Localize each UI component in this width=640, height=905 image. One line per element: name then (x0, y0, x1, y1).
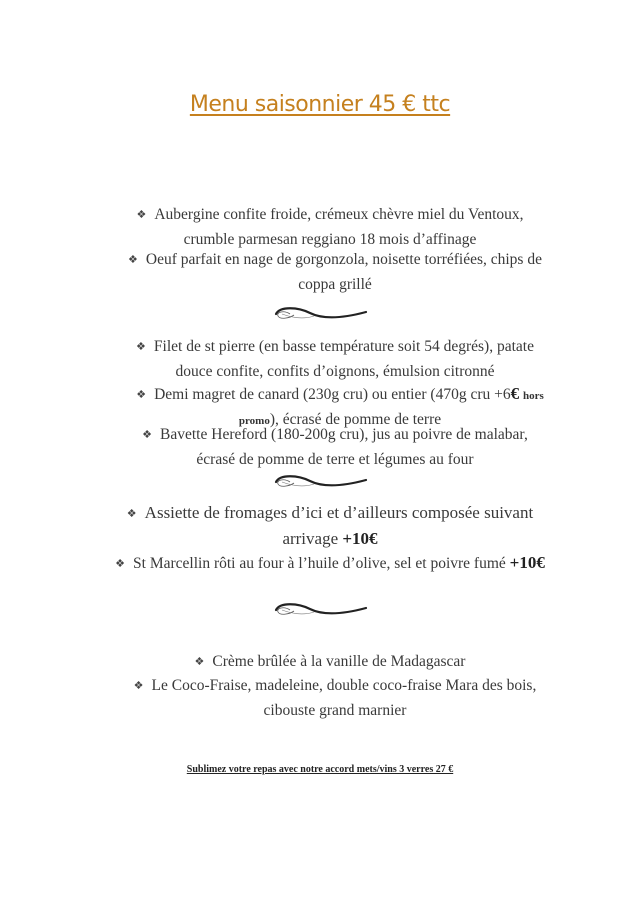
bullet-icon: ❖ (136, 389, 147, 401)
bullet-icon: ❖ (115, 558, 126, 570)
bullet-icon: ❖ (126, 508, 137, 520)
item-text: arrivage (282, 529, 343, 548)
dessert-item-creme-brulee (130, 650, 530, 675)
item-text: douce confite, confits d’oignons, émulsion citronné (175, 363, 495, 380)
item-text: cibouste grand marnier (263, 702, 407, 719)
menu-title: Menu saisonnier 45 € ttc (189, 92, 451, 117)
cheese-item-st-marcellin (85, 551, 575, 577)
bullet-icon: ❖ (133, 680, 144, 692)
item-price: +10€ (509, 553, 545, 572)
starter-item-oeuf (95, 248, 575, 297)
item-text: Crème brûlée à la vanille de Madagascar (212, 653, 466, 670)
item-note: hors (522, 390, 544, 402)
main-item-bavette (110, 423, 560, 472)
bullet-icon: ❖ (142, 429, 153, 441)
starter-item-aubergine (100, 203, 560, 252)
item-price: € (510, 384, 520, 403)
item-text: Demi magret de canard (230g cru) ou entier (470g cru +6 (154, 386, 511, 403)
flourish-divider-icon (270, 304, 370, 324)
bullet-icon: ❖ (136, 209, 147, 221)
item-text: Bavette Hereford (180-200g cru), jus au poivre de malabar, (160, 426, 528, 443)
bullet-icon: ❖ (136, 341, 146, 353)
cheese-item-assiette (85, 501, 575, 551)
flourish-divider-icon (270, 600, 370, 620)
wine-pairing-note: Sublimez votre repas avec notre accord mets/vins 3 verres 27 € (186, 764, 454, 775)
main-item-saint-pierre (110, 335, 560, 384)
item-text: Oeuf parfait en nage de gorgonzola, noisette torréfiées, chips de (145, 251, 542, 268)
item-text: ), écrasé de pomme de terre (269, 411, 442, 428)
item-text: Assiette de fromages d’ici et d’ailleurs composée suivant (144, 503, 534, 522)
item-text: coppa grillé (298, 276, 372, 293)
item-text: écrasé de pomme de terre et légumes au four (196, 451, 474, 468)
item-text: Aubergine confite froide, crémeux chèvre miel du Ventoux, (154, 206, 524, 223)
item-text: crumble parmesan reggiano 18 mois d’affinage (183, 231, 477, 248)
bullet-icon: ❖ (194, 656, 205, 668)
item-note: promo (238, 415, 270, 427)
item-text: Le Coco-Fraise, madeleine, double coco-fraise Mara des bois, (151, 677, 537, 694)
item-text: St Marcellin rôti au four à l’huile d’olive, sel et poivre fumé (133, 555, 510, 572)
item-text: Filet de st pierre (en basse température soit 54 degrés), patate (153, 338, 534, 355)
flourish-divider-icon (270, 472, 370, 492)
item-price: +10€ (342, 529, 378, 548)
dessert-item-coco-fraise (110, 674, 560, 723)
bullet-icon: ❖ (128, 254, 138, 266)
